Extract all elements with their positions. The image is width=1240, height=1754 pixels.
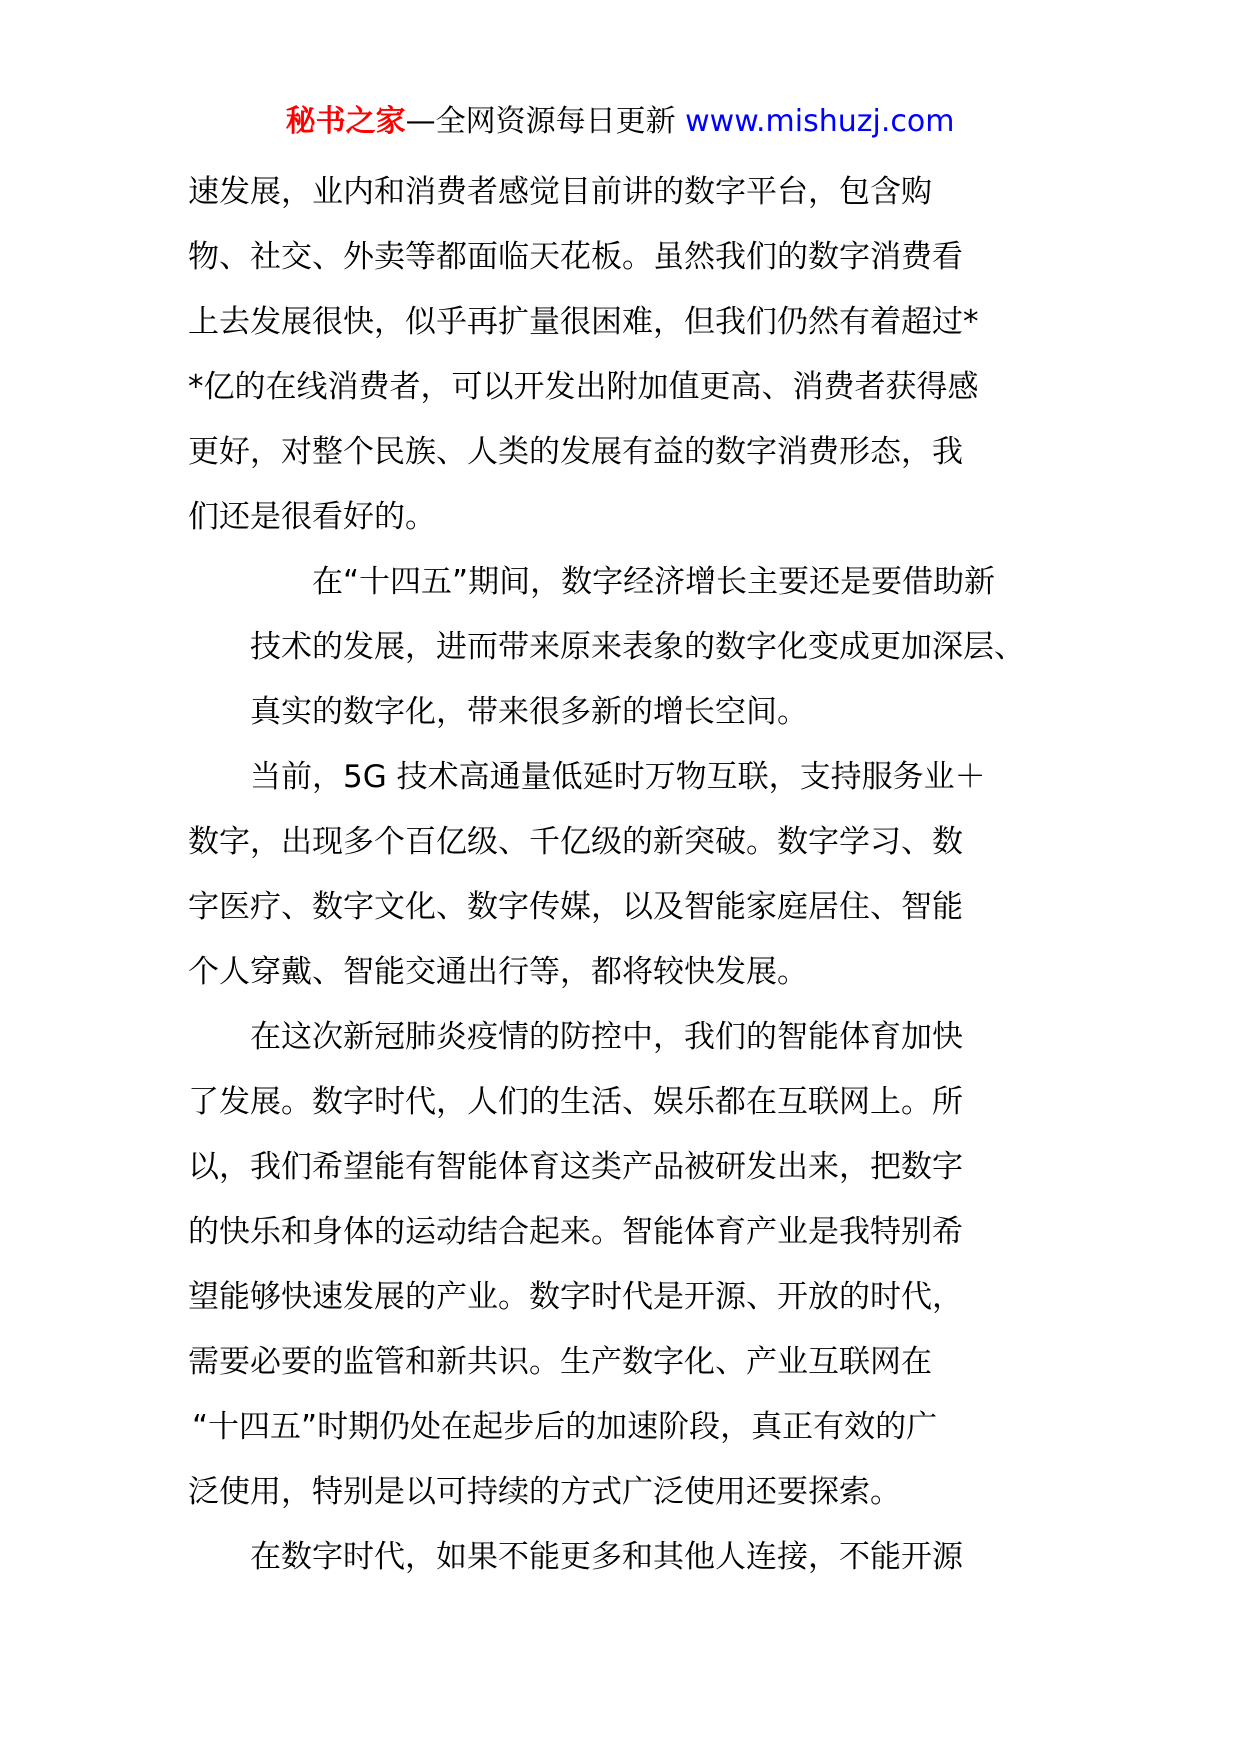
text-line: 数字，出现多个百亿级、千亿级的新突破。数字学习、数 [188,824,963,860]
text-line: “十四五”时期仍处在起步后的加速阶段，真正有效的广 [192,1409,938,1445]
paragraph-5 [188,1525,1058,1590]
text-line: 个人穿戴、智能交通出行等，都将较快发展。 [188,954,808,990]
text-line: 望能够快速发展的产业。数字时代是开源、开放的时代， [188,1279,963,1315]
brand-name: 秘书之家 [285,104,406,139]
text-line: 在数字时代，如果不能更多和其他人连接，不能开源 [250,1539,963,1575]
text-line: 真实的数字化，带来很多新的增长空间。 [250,694,808,730]
text-line: 更好，对整个民族、人类的发展有益的数字消费形态，我 [188,434,963,470]
paragraph-4 [188,1005,1058,1525]
document-body [188,160,1058,1590]
text-line: *亿的在线消费者，可以开发出附加值更高、消费者获得感 [188,369,979,405]
text-line: 的快乐和身体的运动结合起来。智能体育产业是我特别希 [188,1214,963,1250]
text-line: 上去发展很快，似乎再扩量很困难，但我们仍然有着超过* [188,304,979,340]
text-line: 速发展，业内和消费者感觉目前讲的数字平台，包含购 [188,174,932,210]
paragraph-3 [188,745,1058,1005]
site-header [0,100,1240,144]
text-line: 字医疗、数字文化、数字传媒，以及智能家庭居住、智能 [188,889,963,925]
text-line: 在“十四五”期间，数字经济增长主要还是要借助新 [312,564,996,600]
text-line: 物、社交、外卖等都面临天花板。虽然我们的数字消费看 [188,239,963,275]
paragraph-2 [188,550,1058,745]
header-tagline: —全网资源每日更新 [405,104,686,139]
text-line: 们还是很看好的。 [188,499,436,535]
paragraph-1 [188,160,1058,550]
text-line: 需要必要的监管和新共识。生产数字化、产业互联网在 [188,1344,932,1380]
text-line: 以，我们希望能有智能体育这类产品被研发出来，把数字 [188,1149,963,1185]
text-line: 了发展。数字时代，人们的生活、娱乐都在互联网上。所 [188,1084,963,1120]
text-line: 技术的发展，进而带来原来表象的数字化变成更加深层、 [250,629,1025,665]
text-line: 泛使用，特别是以可持续的方式广泛使用还要探索。 [188,1474,901,1510]
text-line: 当前，5G 技术高通量低延时万物互联，支持服务业＋ [250,759,986,795]
text-line: 在这次新冠肺炎疫情的防控中，我们的智能体育加快 [250,1019,963,1055]
site-url-link[interactable]: www.mishuzj.com [685,104,955,139]
